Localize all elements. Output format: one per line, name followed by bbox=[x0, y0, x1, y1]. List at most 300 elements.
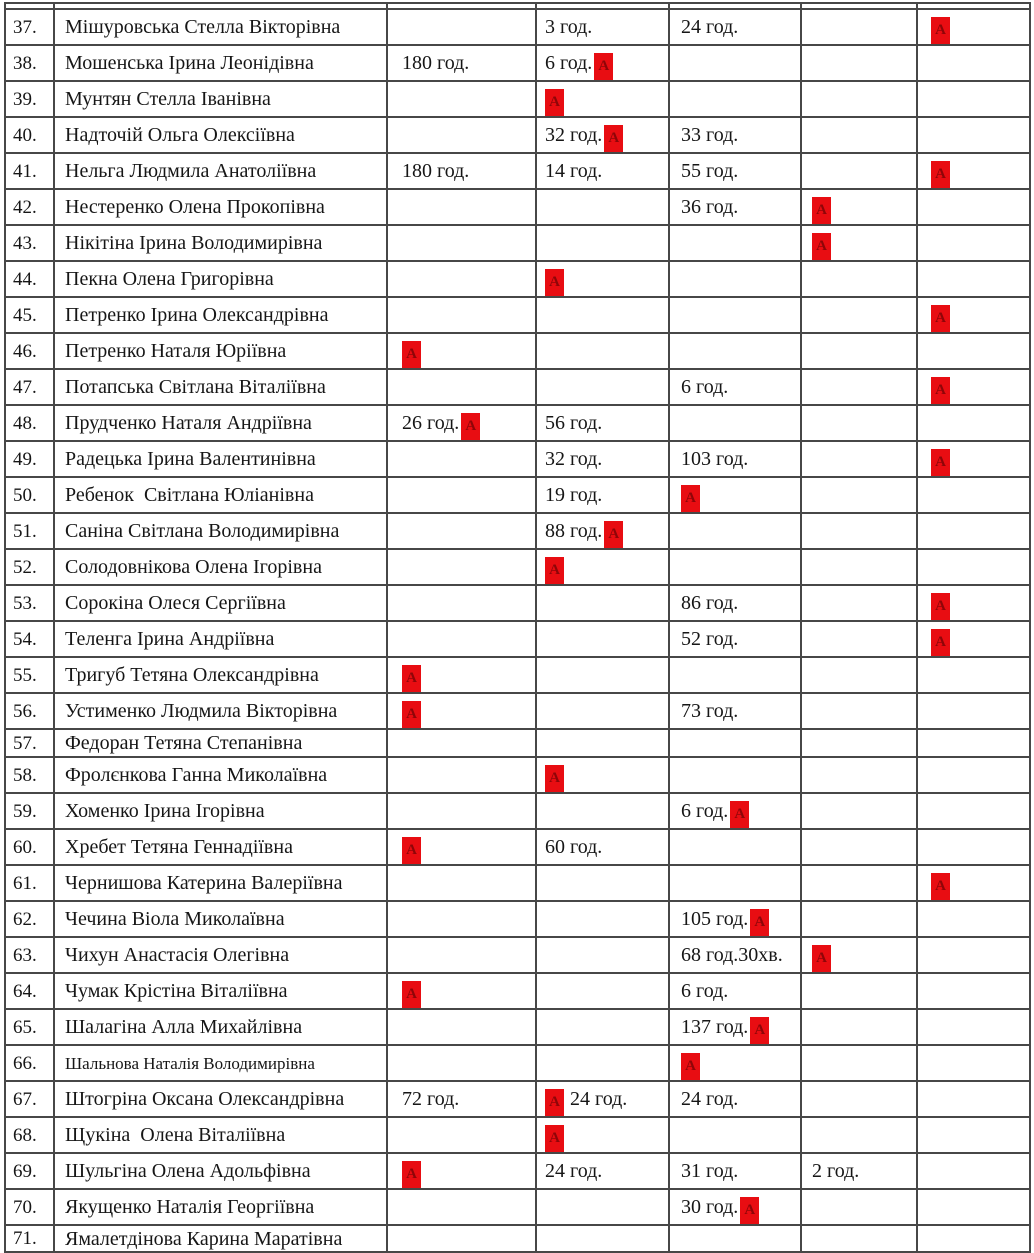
table-row bbox=[6, 154, 1031, 190]
annotation-marker-icon[interactable]: А bbox=[931, 305, 950, 332]
annotation-marker-icon[interactable]: А bbox=[931, 161, 950, 188]
name-cell bbox=[55, 406, 388, 442]
row-number: 41. bbox=[13, 160, 37, 182]
full-name-label: Штогріна Оксана Олександрівна bbox=[65, 1088, 345, 1110]
full-name-label: Шалагіна Алла Михайлівна bbox=[65, 1016, 303, 1038]
hours-cell bbox=[537, 1010, 670, 1046]
row-number: 70. bbox=[13, 1196, 37, 1218]
row-number-cell bbox=[6, 10, 55, 46]
hours-cell bbox=[670, 118, 802, 154]
hours-cell bbox=[388, 262, 537, 298]
hours-cell bbox=[802, 794, 918, 830]
row-number-cell bbox=[6, 550, 55, 586]
full-name-label: Нестеренко Олена Прокопівна bbox=[65, 196, 325, 218]
hours-cell bbox=[388, 406, 537, 442]
full-name-label: Сорокіна Олеся Сергіївна bbox=[65, 592, 286, 614]
annotation-marker-icon[interactable]: А bbox=[931, 17, 950, 44]
hours-value: 180 год. bbox=[402, 52, 470, 74]
full-name-label: Прудченко Наталя Андріївна bbox=[65, 412, 312, 434]
row-number: 39. bbox=[13, 88, 37, 110]
hours-cell bbox=[670, 154, 802, 190]
hours-cell bbox=[670, 82, 802, 118]
hours-cell bbox=[802, 478, 918, 514]
row-number: 68. bbox=[13, 1124, 37, 1146]
hours-cell bbox=[537, 758, 670, 794]
hours-cell bbox=[802, 622, 918, 658]
row-number-cell bbox=[6, 406, 55, 442]
annotation-marker-icon[interactable]: А bbox=[545, 557, 564, 584]
row-number-cell bbox=[6, 1154, 55, 1190]
hours-cell bbox=[388, 118, 537, 154]
full-name-label: Ребенок Світлана Юліанівна bbox=[65, 484, 314, 506]
table-row bbox=[6, 1082, 1031, 1118]
row-number-cell bbox=[6, 298, 55, 334]
row-number: 69. bbox=[13, 1160, 37, 1182]
hours-cell bbox=[388, 1190, 537, 1226]
annotation-marker-icon[interactable]: А bbox=[402, 837, 421, 864]
hours-value: 180 год. bbox=[402, 160, 470, 182]
annotation-marker-icon[interactable]: А bbox=[402, 665, 421, 692]
hours-cell bbox=[802, 154, 918, 190]
table-row bbox=[6, 694, 1031, 730]
name-cell bbox=[55, 974, 388, 1010]
hours-cell bbox=[537, 658, 670, 694]
full-name-label: Теленга Ірина Андріївна bbox=[65, 628, 275, 650]
table-row bbox=[6, 830, 1031, 866]
hours-cell bbox=[388, 974, 537, 1010]
table-row bbox=[6, 442, 1031, 478]
hours-cell bbox=[670, 1226, 802, 1253]
hours-cell bbox=[670, 974, 802, 1010]
annotation-marker-icon[interactable]: А bbox=[730, 801, 749, 828]
row-number-cell bbox=[6, 334, 55, 370]
name-cell bbox=[55, 902, 388, 938]
row-number-cell bbox=[6, 694, 55, 730]
hours-cell bbox=[802, 298, 918, 334]
hours-cell bbox=[537, 370, 670, 406]
hours-cell bbox=[802, 1226, 918, 1253]
hours-cell bbox=[388, 154, 537, 190]
hours-cell bbox=[802, 974, 918, 1010]
row-number: 51. bbox=[13, 520, 37, 542]
hours-cell bbox=[918, 298, 1031, 334]
hours-cell bbox=[670, 1010, 802, 1046]
full-name-label: Радецька Ірина Валентинівна bbox=[65, 448, 316, 470]
full-name-label: Хоменко Ірина Ігорівна bbox=[65, 800, 265, 822]
row-number-cell bbox=[6, 478, 55, 514]
name-cell bbox=[55, 298, 388, 334]
table-row bbox=[6, 514, 1031, 550]
full-name-label: Чернишова Катерина Валеріївна bbox=[65, 872, 343, 894]
hours-cell bbox=[670, 658, 802, 694]
row-number: 63. bbox=[13, 944, 37, 966]
hours-cell bbox=[670, 1154, 802, 1190]
name-cell bbox=[55, 190, 388, 226]
hours-cell bbox=[388, 1082, 537, 1118]
name-cell bbox=[55, 938, 388, 974]
hours-cell bbox=[802, 1082, 918, 1118]
annotation-marker-icon[interactable]: А bbox=[931, 873, 950, 900]
full-name-label: Щукіна Олена Віталіївна bbox=[65, 1124, 286, 1146]
table-row bbox=[6, 226, 1031, 262]
row-number: 54. bbox=[13, 628, 37, 650]
hours-value: 24 год. bbox=[545, 1160, 603, 1182]
hours-value: 14 год. bbox=[545, 160, 603, 182]
annotation-marker-icon[interactable]: А bbox=[931, 629, 950, 656]
annotation-marker-icon[interactable]: А bbox=[931, 593, 950, 620]
row-number: 37. bbox=[13, 16, 37, 38]
hours-cell bbox=[670, 830, 802, 866]
hours-cell bbox=[918, 866, 1031, 902]
hours-table bbox=[4, 2, 1031, 1253]
hours-value: 26 год. bbox=[402, 412, 460, 434]
row-number: 65. bbox=[13, 1016, 37, 1038]
name-cell bbox=[55, 694, 388, 730]
annotation-marker-icon[interactable]: А bbox=[545, 1125, 564, 1152]
hours-cell bbox=[537, 1190, 670, 1226]
hours-cell bbox=[670, 370, 802, 406]
hours-cell bbox=[918, 974, 1031, 1010]
hours-cell bbox=[918, 334, 1031, 370]
hours-cell bbox=[918, 830, 1031, 866]
annotation-marker-icon[interactable]: А bbox=[402, 341, 421, 368]
hours-cell bbox=[388, 550, 537, 586]
row-number: 71. bbox=[13, 1228, 37, 1249]
hours-cell bbox=[802, 226, 918, 262]
annotation-marker-icon[interactable]: А bbox=[931, 449, 950, 476]
name-cell bbox=[55, 586, 388, 622]
hours-value: 24 год. bbox=[681, 1088, 739, 1110]
hours-cell bbox=[537, 82, 670, 118]
hours-cell bbox=[537, 514, 670, 550]
full-name-label: Хребет Тетяна Геннадіївна bbox=[65, 836, 293, 858]
hours-cell bbox=[802, 1190, 918, 1226]
table-row bbox=[6, 1010, 1031, 1046]
hours-cell bbox=[918, 478, 1031, 514]
hours-cell bbox=[537, 46, 670, 82]
full-name-label: Чихун Анастасія Олегівна bbox=[65, 944, 290, 966]
hours-cell bbox=[388, 830, 537, 866]
row-number: 58. bbox=[13, 764, 37, 786]
row-number: 46. bbox=[13, 340, 37, 362]
hours-cell bbox=[537, 406, 670, 442]
hours-cell bbox=[670, 442, 802, 478]
hours-cell bbox=[537, 1118, 670, 1154]
hours-cell bbox=[802, 46, 918, 82]
row-number-cell bbox=[6, 902, 55, 938]
row-number-cell bbox=[6, 1082, 55, 1118]
hours-cell bbox=[537, 478, 670, 514]
hours-cell bbox=[388, 730, 537, 758]
row-number: 49. bbox=[13, 448, 37, 470]
hours-cell bbox=[802, 1010, 918, 1046]
table-row bbox=[6, 1118, 1031, 1154]
table-row bbox=[6, 46, 1031, 82]
table-row bbox=[6, 902, 1031, 938]
annotation-marker-icon[interactable]: А bbox=[812, 233, 831, 260]
table-row bbox=[6, 10, 1031, 46]
name-cell bbox=[55, 1226, 388, 1253]
hours-cell bbox=[388, 1118, 537, 1154]
hours-cell bbox=[537, 442, 670, 478]
hours-cell bbox=[670, 730, 802, 758]
table-row bbox=[6, 190, 1031, 226]
annotation-marker-icon[interactable]: А bbox=[594, 53, 613, 80]
name-cell bbox=[55, 550, 388, 586]
row-number: 62. bbox=[13, 908, 37, 930]
hours-cell bbox=[670, 550, 802, 586]
hours-cell bbox=[918, 730, 1031, 758]
hours-cell bbox=[918, 1154, 1031, 1190]
hours-cell bbox=[670, 1046, 802, 1082]
table-row bbox=[6, 586, 1031, 622]
hours-cell bbox=[918, 1118, 1031, 1154]
annotation-marker-icon[interactable]: А bbox=[931, 377, 950, 404]
hours-cell bbox=[388, 226, 537, 262]
row-number: 45. bbox=[13, 304, 37, 326]
hours-cell bbox=[918, 938, 1031, 974]
hours-cell bbox=[802, 866, 918, 902]
hours-value: 3 год. bbox=[545, 16, 593, 38]
hours-cell bbox=[388, 586, 537, 622]
full-name-label: Устименко Людмила Вікторівна bbox=[65, 700, 338, 722]
table-row bbox=[6, 1226, 1031, 1253]
full-name-label: Петренко Наталя Юріївна bbox=[65, 340, 287, 362]
hours-cell bbox=[537, 550, 670, 586]
full-name-label: Ямалетдінова Карина Маратівна bbox=[65, 1227, 343, 1250]
row-number-cell bbox=[6, 794, 55, 830]
hours-cell bbox=[802, 938, 918, 974]
hours-value: 72 год. bbox=[402, 1088, 460, 1110]
hours-cell bbox=[537, 1154, 670, 1190]
hours-cell bbox=[537, 334, 670, 370]
table-row bbox=[6, 730, 1031, 758]
hours-cell bbox=[670, 586, 802, 622]
hours-cell bbox=[918, 1226, 1031, 1253]
name-cell bbox=[55, 370, 388, 406]
row-number: 40. bbox=[13, 124, 37, 146]
table-row bbox=[6, 550, 1031, 586]
hours-value: 55 год. bbox=[681, 160, 739, 182]
name-cell bbox=[55, 10, 388, 46]
row-number: 64. bbox=[13, 980, 37, 1002]
full-name-label: Шальнова Наталія Володимирівна bbox=[65, 1053, 315, 1073]
table-row bbox=[6, 1154, 1031, 1190]
hours-value: 6 год. bbox=[681, 980, 729, 1002]
hours-cell bbox=[918, 226, 1031, 262]
hours-value: 60 год. bbox=[545, 836, 603, 858]
row-number-cell bbox=[6, 46, 55, 82]
hours-cell bbox=[670, 190, 802, 226]
hours-value: 103 год. bbox=[681, 448, 749, 470]
hours-cell bbox=[388, 902, 537, 938]
hours-cell bbox=[802, 190, 918, 226]
hours-cell bbox=[670, 938, 802, 974]
hours-cell bbox=[670, 694, 802, 730]
full-name-label: Потапська Світлана Віталіївна bbox=[65, 376, 326, 398]
name-cell bbox=[55, 1118, 388, 1154]
table-row bbox=[6, 1190, 1031, 1226]
hours-cell bbox=[918, 1010, 1031, 1046]
hours-cell bbox=[670, 10, 802, 46]
hours-cell bbox=[802, 406, 918, 442]
name-cell bbox=[55, 866, 388, 902]
name-cell bbox=[55, 830, 388, 866]
row-number-cell bbox=[6, 658, 55, 694]
hours-cell bbox=[918, 514, 1031, 550]
hours-cell bbox=[802, 730, 918, 758]
annotation-marker-icon[interactable]: А bbox=[750, 1017, 769, 1044]
hours-cell bbox=[918, 406, 1031, 442]
hours-value: 30 год. bbox=[681, 1196, 739, 1218]
annotation-marker-icon[interactable]: А bbox=[604, 125, 623, 152]
name-cell bbox=[55, 622, 388, 658]
hours-cell bbox=[802, 830, 918, 866]
hours-cell bbox=[388, 622, 537, 658]
annotation-marker-icon[interactable]: А bbox=[740, 1197, 759, 1224]
hours-cell bbox=[802, 118, 918, 154]
hours-value: 6 год. bbox=[681, 376, 729, 398]
hours-cell bbox=[388, 514, 537, 550]
table-row bbox=[6, 938, 1031, 974]
annotation-marker-icon[interactable]: А bbox=[461, 413, 480, 440]
hours-cell bbox=[388, 1010, 537, 1046]
name-cell bbox=[55, 118, 388, 154]
row-number-cell bbox=[6, 154, 55, 190]
hours-cell bbox=[918, 442, 1031, 478]
hours-cell bbox=[670, 226, 802, 262]
annotation-marker-icon[interactable]: А bbox=[402, 981, 421, 1008]
hours-cell bbox=[388, 334, 537, 370]
full-name-label: Якущенко Наталія Георгіївна bbox=[65, 1196, 315, 1218]
name-cell bbox=[55, 758, 388, 794]
hours-value: 32 год. bbox=[545, 124, 603, 146]
row-number-cell bbox=[6, 1046, 55, 1082]
full-name-label: Надточій Ольга Олексіївна bbox=[65, 124, 295, 146]
table-row bbox=[6, 370, 1031, 406]
annotation-marker-icon[interactable]: А bbox=[545, 1089, 564, 1116]
hours-cell bbox=[918, 550, 1031, 586]
hours-cell bbox=[802, 514, 918, 550]
hours-cell bbox=[918, 10, 1031, 46]
annotation-marker-icon[interactable]: А bbox=[681, 485, 700, 512]
hours-cell bbox=[388, 478, 537, 514]
hours-value: 137 год. bbox=[681, 1016, 749, 1038]
table-row bbox=[6, 478, 1031, 514]
annotation-marker-icon[interactable]: А bbox=[604, 521, 623, 548]
table-row bbox=[6, 794, 1031, 830]
row-number-cell bbox=[6, 730, 55, 758]
annotation-marker-icon[interactable]: А bbox=[681, 1053, 700, 1080]
hours-value: 52 год. bbox=[681, 628, 739, 650]
row-number: 48. bbox=[13, 412, 37, 434]
hours-cell bbox=[388, 46, 537, 82]
row-number: 53. bbox=[13, 592, 37, 614]
full-name-label: Тригуб Тетяна Олександрівна bbox=[65, 664, 319, 686]
annotation-marker-icon[interactable]: А bbox=[750, 909, 769, 936]
hours-cell bbox=[918, 1190, 1031, 1226]
hours-cell bbox=[537, 226, 670, 262]
hours-cell bbox=[537, 190, 670, 226]
table-row bbox=[6, 334, 1031, 370]
annotation-marker-icon[interactable]: А bbox=[812, 197, 831, 224]
hours-cell bbox=[537, 866, 670, 902]
hours-cell bbox=[537, 1046, 670, 1082]
hours-cell bbox=[537, 1082, 670, 1118]
hours-cell bbox=[918, 794, 1031, 830]
annotation-marker-icon[interactable]: А bbox=[402, 701, 421, 728]
hours-value: 24 год. bbox=[570, 1088, 628, 1110]
full-name-label: Мунтян Стелла Іванівна bbox=[65, 88, 271, 110]
hours-cell bbox=[388, 1046, 537, 1082]
hours-cell bbox=[670, 514, 802, 550]
hours-cell bbox=[537, 694, 670, 730]
hours-cell bbox=[670, 298, 802, 334]
table-row bbox=[6, 298, 1031, 334]
row-number-cell bbox=[6, 190, 55, 226]
row-number: 52. bbox=[13, 556, 37, 578]
hours-cell bbox=[670, 794, 802, 830]
full-name-label: Фролєнкова Ганна Миколаївна bbox=[65, 764, 328, 786]
row-number: 60. bbox=[13, 836, 37, 858]
table-row bbox=[6, 406, 1031, 442]
row-number-cell bbox=[6, 938, 55, 974]
hours-value: 31 год. bbox=[681, 1160, 739, 1182]
hours-cell bbox=[918, 1046, 1031, 1082]
full-name-label: Федоран Тетяна Степанівна bbox=[65, 732, 303, 754]
annotation-marker-icon[interactable]: А bbox=[545, 89, 564, 116]
hours-cell bbox=[670, 478, 802, 514]
hours-cell bbox=[802, 1046, 918, 1082]
hours-cell bbox=[388, 658, 537, 694]
full-name-label: Нікітіна Ірина Володимирівна bbox=[65, 232, 323, 254]
name-cell bbox=[55, 262, 388, 298]
hours-cell bbox=[388, 694, 537, 730]
row-number: 59. bbox=[13, 800, 37, 822]
hours-cell bbox=[918, 902, 1031, 938]
name-cell bbox=[55, 730, 388, 758]
annotation-marker-icon[interactable]: А bbox=[812, 945, 831, 972]
hours-cell bbox=[802, 658, 918, 694]
table-row bbox=[6, 82, 1031, 118]
row-number: 44. bbox=[13, 268, 37, 290]
annotation-marker-icon[interactable]: А bbox=[545, 765, 564, 792]
row-number-cell bbox=[6, 1010, 55, 1046]
row-number-cell bbox=[6, 758, 55, 794]
hours-value: 68 год.30хв. bbox=[681, 944, 783, 966]
hours-cell bbox=[537, 730, 670, 758]
row-number: 43. bbox=[13, 232, 37, 254]
hours-cell bbox=[918, 190, 1031, 226]
row-number: 57. bbox=[13, 732, 37, 754]
full-name-label: Петренко Ірина Олександрівна bbox=[65, 304, 329, 326]
table-row bbox=[6, 1046, 1031, 1082]
annotation-marker-icon[interactable]: А bbox=[402, 1161, 421, 1188]
hours-value: 6 год. bbox=[681, 800, 729, 822]
hours-value: 56 год. bbox=[545, 412, 603, 434]
hours-cell bbox=[537, 974, 670, 1010]
hours-cell bbox=[918, 82, 1031, 118]
annotation-marker-icon[interactable]: А bbox=[545, 269, 564, 296]
hours-cell bbox=[802, 82, 918, 118]
name-cell bbox=[55, 478, 388, 514]
row-number-cell bbox=[6, 262, 55, 298]
hours-cell bbox=[537, 118, 670, 154]
name-cell bbox=[55, 1190, 388, 1226]
table-row bbox=[6, 758, 1031, 794]
table-row bbox=[6, 866, 1031, 902]
hours-cell bbox=[802, 758, 918, 794]
